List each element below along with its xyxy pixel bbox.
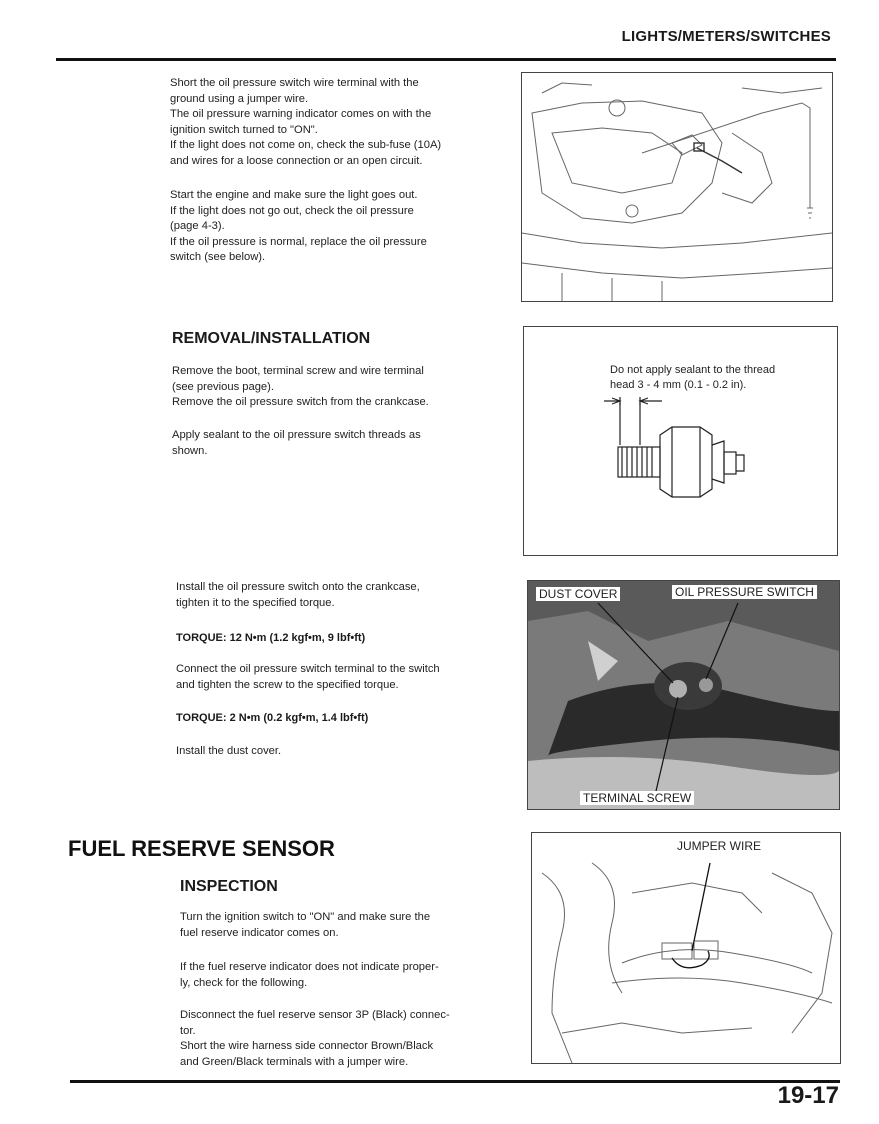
text-line: and wires for a loose connection or an open circuit. [170,154,423,167]
fuel-paragraph-3 [180,1008,520,1070]
removal-paragraph-2 [172,428,512,459]
text-line: and tighten the screw to the specified torque. [176,678,399,691]
jumper-wire-callout: JUMPER WIRE [674,839,764,853]
inspection-heading: INSPECTION [180,878,278,895]
oil-check-paragraph-2 [170,188,510,266]
text-line: Disconnect the fuel reserve sensor 3P (Black) connec- [180,1009,450,1021]
dust-cover-callout: DUST COVER [536,587,620,601]
text-line: If the fuel reserve indicator does not indicate proper- [180,961,439,973]
text-line: (page 4-3). [170,220,225,233]
text-line: head 3 - 4 mm (0.1 - 0.2 in). [610,379,747,391]
text-line: If the light does not go out, check the oil pressure [170,204,414,217]
text-line: switch (see below). [170,251,266,264]
oil-pressure-switch-callout: OIL PRESSURE SWITCH [672,585,817,599]
fuel-sensor-jumper-figure [531,832,841,1064]
text-line: Start the engine and make sure the light goes out. [170,189,418,201]
torque-spec-screw: TORQUE: 2 N•m (0.2 kgf•m, 1.4 lbf•ft) [176,712,369,724]
text-line: Short the oil pressure switch wire terminal with the [170,77,419,89]
install-paragraph-3: Install the dust cover. [176,745,282,757]
fuel-paragraph-2 [180,960,520,991]
sealant-figure [523,326,838,556]
text-line: ly, check for the following. [180,976,308,989]
text-line: Remove the oil pressure switch from the crankcase. [172,396,429,409]
text-line: ignition switch turned to "ON". [170,123,318,136]
removal-paragraph-1 [172,364,512,411]
engine-line-drawing [522,73,832,301]
header-rule [56,58,836,61]
text-line: tighten it to the specified torque. [176,596,335,609]
oil-switch-jumper-figure [521,72,833,302]
text-line: Do not apply sealant to the thread [610,364,776,376]
text-line: If the oil pressure is normal, replace the oil pressure [170,235,427,248]
text-line: Remove the boot, terminal screw and wire terminal [172,365,424,377]
oil-pressure-switch-diagram [524,327,837,555]
text-line: and Green/Black terminals with a jumper wire. [180,1055,409,1068]
text-line: (see previous page). [172,380,274,393]
text-line: shown. [172,444,208,457]
text-line: Turn the ignition switch to "ON" and make sure the [180,911,431,923]
install-paragraph-1 [176,580,516,611]
terminal-screw-callout: TERMINAL SCREW [580,791,694,805]
torque-spec-switch: TORQUE: 12 N•m (1.2 kgf•m, 9 lbf•ft) [176,632,366,644]
section-title: LIGHTS/METERS/SWITCHES [621,28,831,45]
text-line: Install the oil pressure switch onto the crankcase, [176,581,420,593]
footer-rule [70,1080,840,1083]
fuel-reserve-title: FUEL RESERVE SENSOR [68,836,335,861]
removal-heading: REMOVAL/INSTALLATION [172,330,371,347]
dust-cover-photo [527,580,840,810]
oil-check-paragraph-1 [170,76,510,170]
install-paragraph-2 [176,662,516,693]
engine-photo-shapes [528,581,839,809]
text-line: Connect the oil pressure switch terminal to the switch [176,663,440,675]
page-number: 19-17 [777,1082,839,1109]
text-line: The oil pressure warning indicator comes on with the [170,108,432,121]
fuel-paragraph-1 [180,910,520,941]
harness-line-drawing [532,833,840,1063]
text-line: tor. [180,1024,196,1037]
text-line: ground using a jumper wire. [170,92,309,105]
text-line: Short the wire harness side connector Brown/Black [180,1040,434,1053]
text-line: Apply sealant to the oil pressure switch threads as [172,429,421,441]
text-line: fuel reserve indicator comes on. [180,926,339,939]
text-line: If the light does not come on, check the sub-fuse (10A) [170,139,442,152]
